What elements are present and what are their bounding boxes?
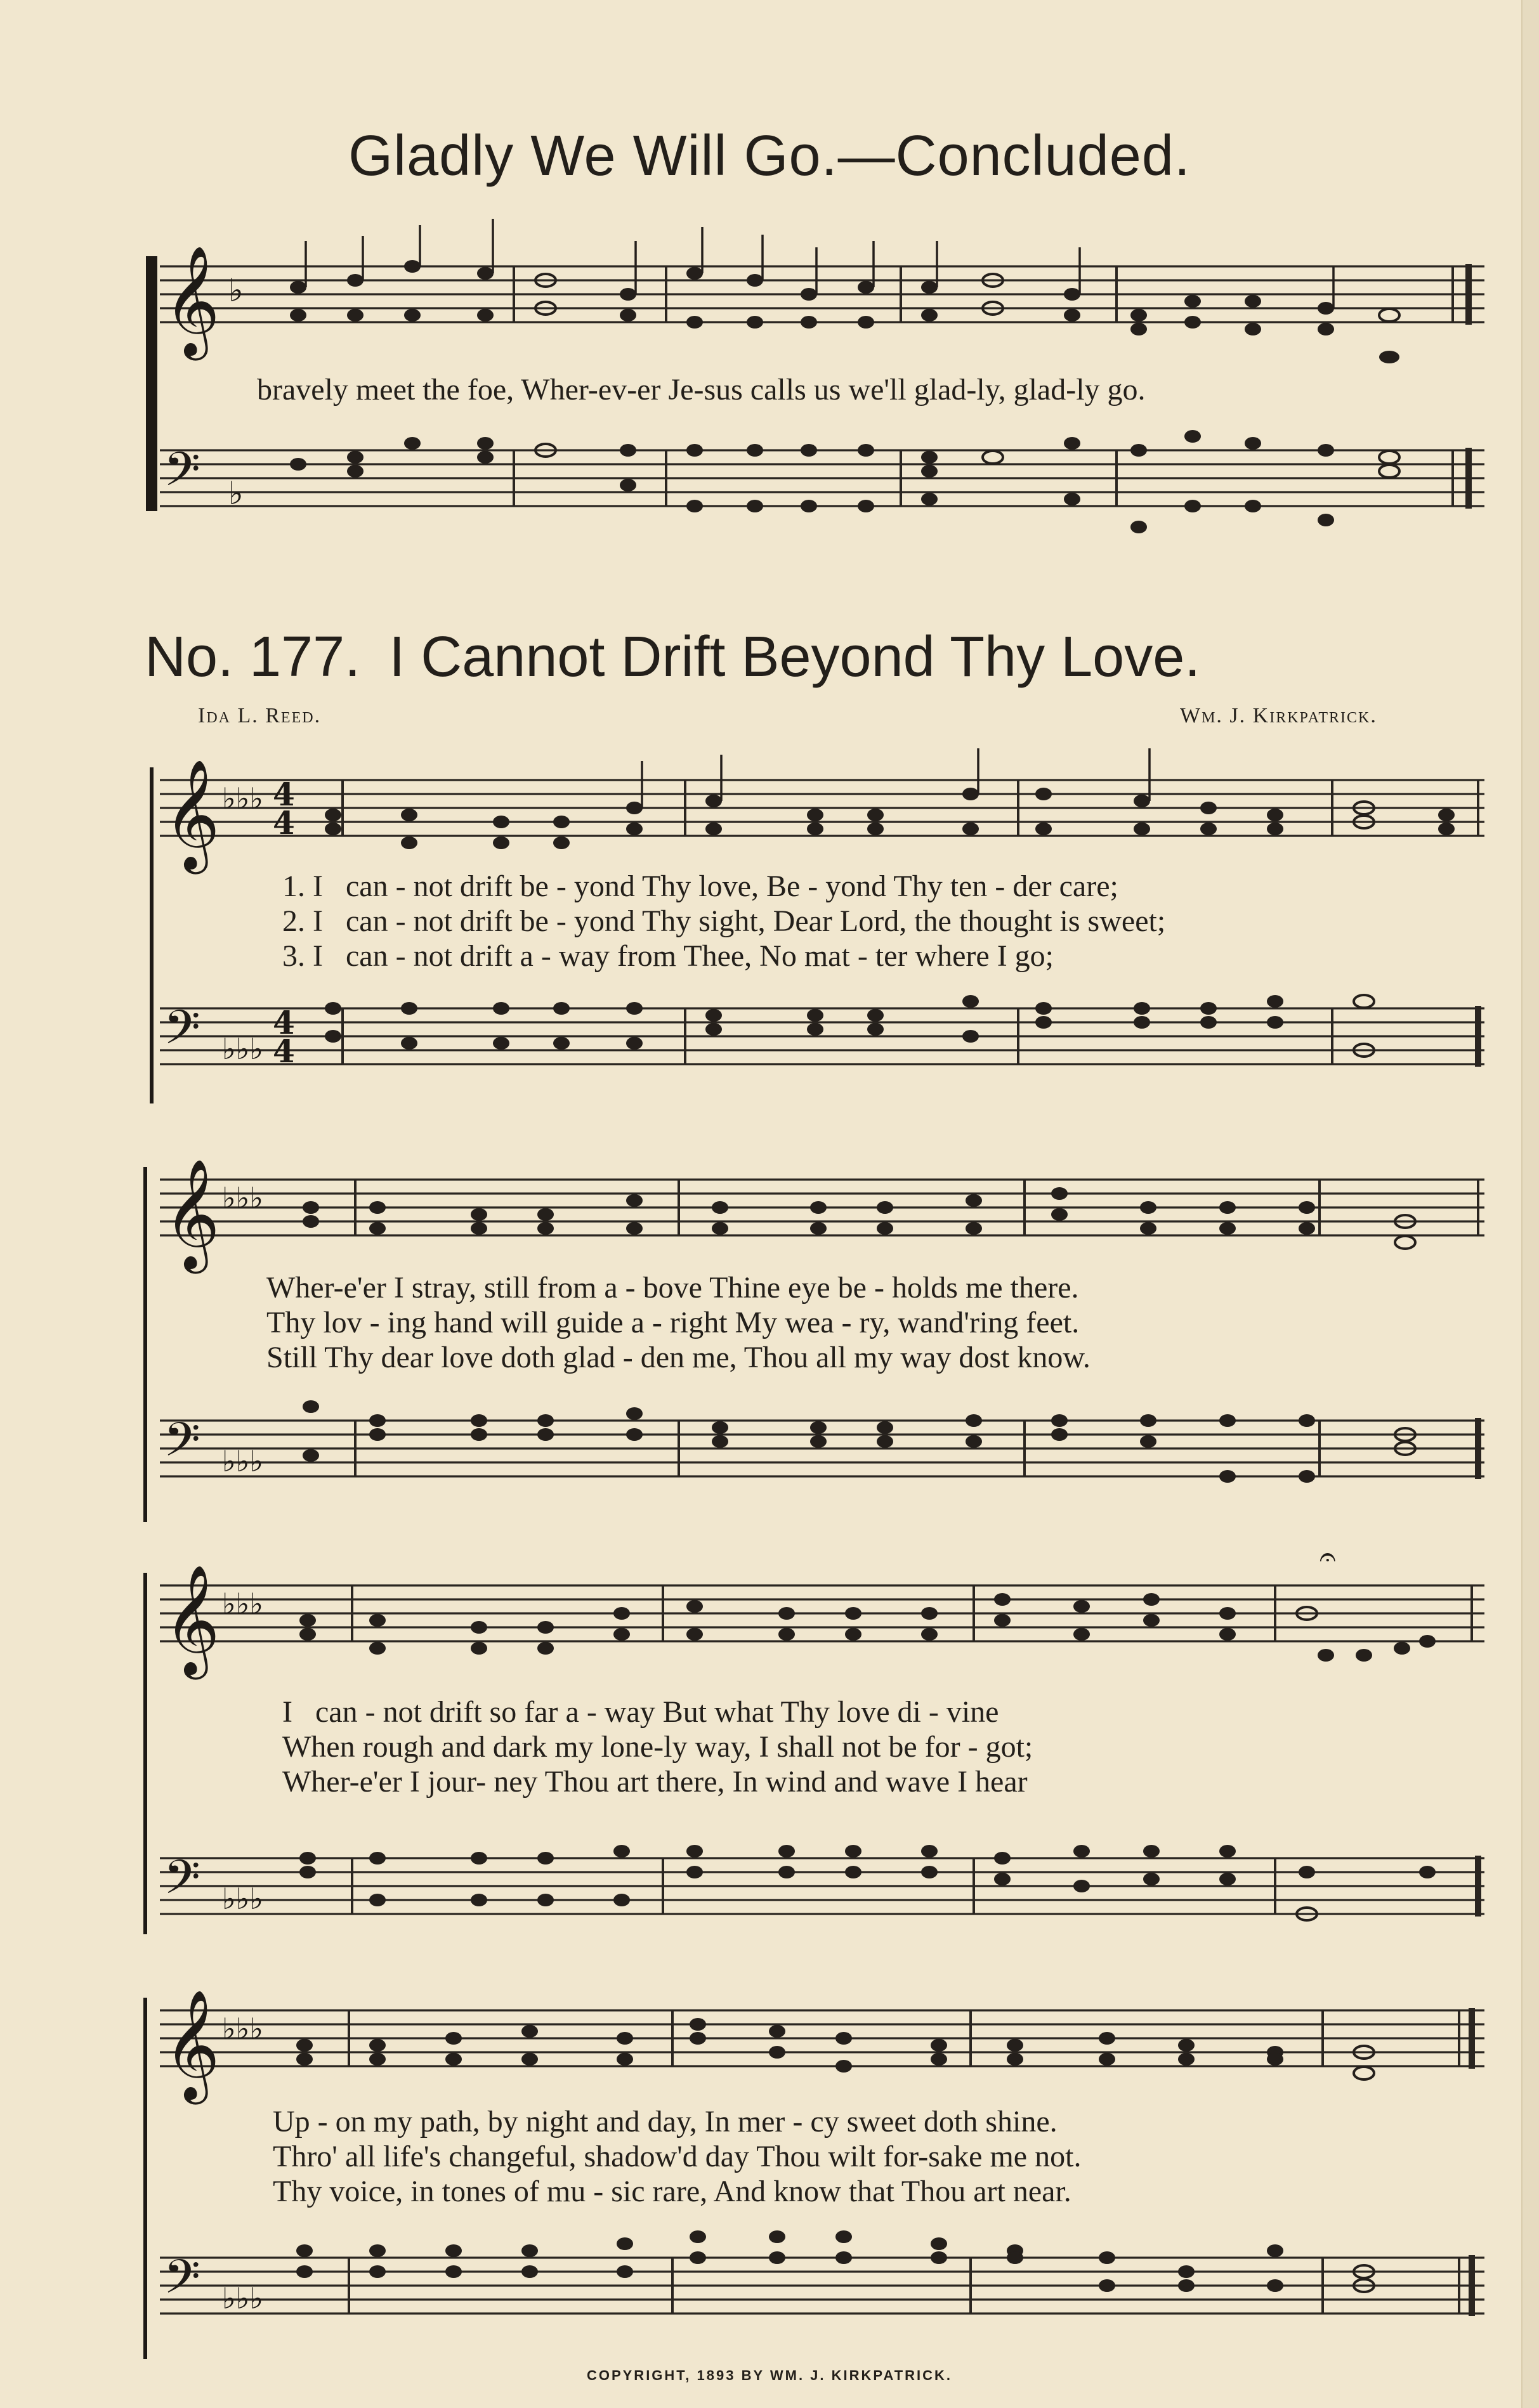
verse-2-line: When rough and dark my lone-ly way, I shall not be for - got; — [282, 1730, 1033, 1764]
notes — [290, 260, 1399, 363]
notes — [290, 430, 1399, 533]
key-signature-icon: ♭♭♭ — [222, 1444, 264, 1478]
composer-credit: Wm. J. Kirkpatrick. — [1180, 704, 1377, 727]
staff-lines — [160, 2258, 1484, 2314]
bass-clef-icon: 𝄢 — [164, 1412, 200, 1479]
time-signature-icon: 4 — [273, 1032, 295, 1070]
key-signature-icon: ♭♭♭ — [222, 1181, 264, 1215]
notes — [303, 1400, 1415, 1483]
previous-hymn-bass-staff — [0, 412, 1539, 577]
lyricist-credit: Ida L. Reed. — [198, 704, 322, 727]
system-3-treble-staff — [0, 1539, 1539, 1675]
staff-lines — [160, 1585, 1484, 1641]
page-title: Gladly We Will Go.—Concluded. — [348, 124, 1191, 188]
bass-clef-icon: 𝄢 — [164, 2249, 200, 2316]
treble-clef-icon: 𝄞 — [164, 1989, 220, 2100]
verse-3-line: 3. I can - not drift a - way from Thee, No mat - ter where I go; — [282, 939, 1054, 973]
system-1-bass-staff — [0, 970, 1539, 1097]
key-signature-icon: ♭♭♭ — [222, 1032, 264, 1066]
verse-3-line: Thy voice, in tones of mu - sic rare, And know that Thou art near. — [273, 2175, 1071, 2208]
copyright-notice: COPYRIGHT, 1893 BY WM. J. KIRKPATRICK. — [586, 2367, 953, 2383]
system-3-bass-staff — [0, 1820, 1539, 1947]
notes — [296, 2230, 1374, 2292]
flat-icon: ♭ — [228, 272, 244, 309]
system-2-bass-staff — [0, 1383, 1539, 1509]
verse-1-line: Wher-e'er I stray, still from a - bove Thine eye be - holds me there. — [266, 1271, 1079, 1305]
staff-lines — [160, 1858, 1484, 1914]
system-4-bass-staff — [0, 2220, 1539, 2346]
verse-3-line: Wher-e'er I jour- ney Thou art there, In wind and wave I hear — [282, 1765, 1028, 1799]
verse-1-line: I can - not drift so far a - way But what Thy love di - vine — [282, 1695, 999, 1729]
flat-icon: ♭ — [228, 475, 244, 512]
treble-clef-icon: 𝄞 — [164, 759, 220, 869]
bass-clef-icon: 𝄢 — [164, 1850, 200, 1917]
treble-clef-icon: 𝄞 — [164, 1565, 220, 1675]
notes — [325, 995, 1374, 1057]
notes — [296, 2018, 1374, 2079]
verse-1-line: 1. I can - not drift be - yond Thy love, Be - yond Thy ten - der care; — [282, 869, 1118, 903]
hymn-heading — [145, 625, 1200, 690]
verse-2-line: Thy lov - ing hand will guide a - right My wea - ry, wand'ring feet. — [266, 1306, 1080, 1339]
fermata-icon: 𝄐 — [1320, 1539, 1336, 1573]
system-2-treble-staff — [0, 1142, 1539, 1268]
previous-hymn-treble-staff — [0, 228, 1539, 368]
verse-2-line: Thro' all life's changeful, shadow'd day Thou wilt for-sake me not. — [273, 2140, 1082, 2173]
treble-clef-icon: 𝄞 — [164, 245, 220, 356]
treble-clef-icon: 𝄞 — [164, 1159, 220, 1269]
key-signature-icon: ♭♭♭ — [222, 1882, 264, 1916]
notes — [299, 1845, 1436, 1920]
notes — [303, 1187, 1415, 1249]
time-signature-icon: 4 — [273, 804, 295, 842]
verse-3-line: Still Thy dear love doth glad - den me, Thou all my way dost know. — [266, 1341, 1090, 1374]
time-signature-icon: 4 — [273, 776, 295, 813]
key-signature-icon: ♭♭♭ — [222, 1587, 264, 1621]
hymn-title: I Cannot Drift Beyond Thy Love. — [389, 625, 1201, 689]
notes — [325, 788, 1455, 849]
system-4-treble-staff — [0, 1972, 1539, 2099]
key-signature-icon: ♭♭♭ — [222, 781, 264, 816]
time-signature-icon: 4 — [273, 1004, 295, 1041]
hymn-number: No. 177. — [145, 625, 361, 689]
bass-clef-icon: 𝄢 — [164, 442, 200, 509]
bass-clef-icon: 𝄢 — [164, 1000, 200, 1067]
verse-1-line: Up - on my path, by night and day, In mer - cy sweet doth shine. — [273, 2105, 1058, 2138]
verse-2-line: 2. I can - not drift be - yond Thy sight, Dear Lord, the thought is sweet; — [282, 904, 1166, 938]
key-signature-icon: ♭♭♭ — [222, 2281, 264, 2315]
system-1-treble-staff — [0, 742, 1539, 869]
staff-lines — [160, 2010, 1484, 2066]
key-signature-icon: ♭♭♭ — [222, 2012, 264, 2046]
previous-hymn-lyric: bravely meet the foe, Wher-ev-er Je-sus calls us we'll glad-ly, glad-ly go. — [257, 373, 1146, 407]
